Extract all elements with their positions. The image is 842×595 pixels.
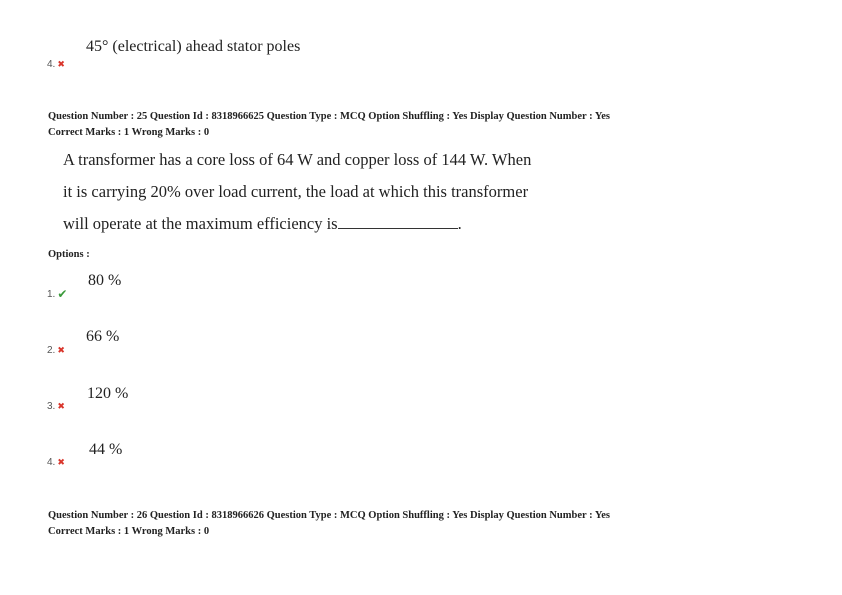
- option-number-label: 3.: [47, 401, 56, 412]
- q25-meta-line1: Question Number : 25 Question Id : 8318966625 Question Type : MCQ Option Shuffling : Yes Display Question Number : Yes: [48, 111, 611, 122]
- q25-text-end: .: [457, 214, 462, 233]
- answer-blank: [338, 216, 458, 229]
- q26-meta-line1: Question Number : 26 Question Id : 8318966626 Question Type : MCQ Option Shuffling : Yes Display Question Number : Yes: [48, 510, 611, 521]
- option-number-label: 2.: [47, 345, 56, 356]
- prev-option-4-text: 45° (electrical) ahead stator poles: [86, 38, 301, 55]
- q25-text-line3-label: will operate at the maximum efficiency is: [63, 214, 338, 233]
- option-number-label: 4.: [47, 59, 56, 70]
- cross-icon: ✖: [57, 345, 65, 356]
- option-1-text: 80 %: [88, 272, 122, 289]
- q25-text-line1: A transformer has a core loss of 64 W and copper loss of 144 W. When: [63, 150, 532, 169]
- option-4-number: [47, 457, 65, 468]
- option-2-number: [47, 345, 65, 356]
- option-3-text: 120 %: [87, 385, 129, 402]
- option-4-text: 44 %: [89, 441, 123, 458]
- q25-text-line3: [63, 214, 462, 234]
- option-2-text: 66 %: [86, 328, 120, 345]
- option-number-label: 4.: [47, 457, 56, 468]
- q25-meta-line2: Correct Marks : 1 Wrong Marks : 0: [48, 127, 210, 138]
- q25-text-line2: it is carrying 20% over load current, the load at which this transformer: [63, 182, 529, 201]
- cross-icon: ✖: [57, 59, 65, 70]
- option-1-number: [47, 287, 67, 301]
- cross-icon: ✖: [57, 401, 65, 412]
- prev-option-4-number: [47, 59, 65, 70]
- q26-meta-line2: Correct Marks : 1 Wrong Marks : 0: [48, 526, 210, 537]
- check-icon: ✔: [57, 287, 68, 301]
- option-3-number: [47, 401, 65, 412]
- cross-icon: ✖: [57, 457, 65, 468]
- options-label: Options :: [48, 249, 90, 260]
- option-number-label: 1.: [47, 288, 56, 300]
